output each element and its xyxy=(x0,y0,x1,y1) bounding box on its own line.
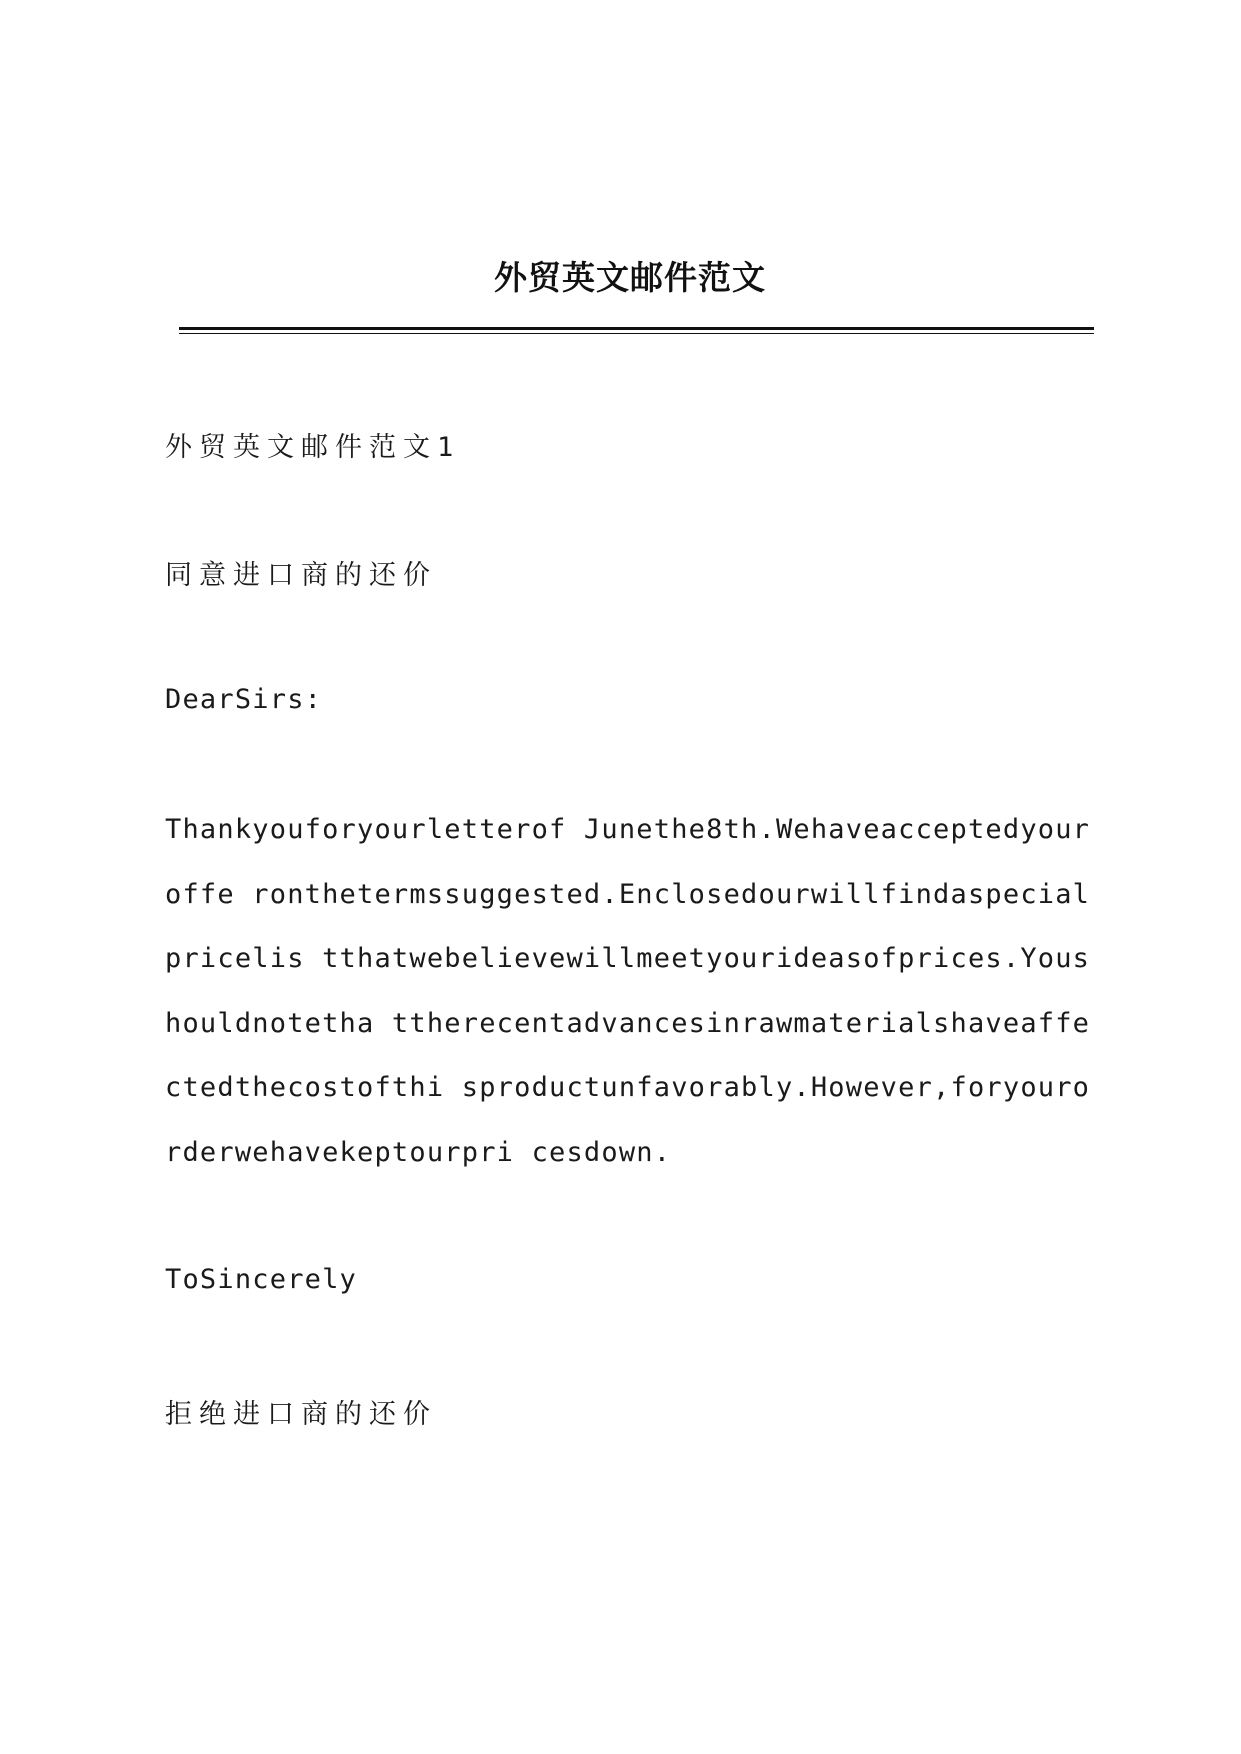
document-title: 外贸英文邮件范文 xyxy=(494,258,766,297)
letter-body: Thankyouforyourletterof Junethe8th.Wehaveacceptedyouroffe ronthetermssuggested.Enclosedourwillfindaspecialpricelis tthatwebelievewillmeetyourideasofprices.Youshouldnotetha ttherecentadvancesinrawmaterialshaveaffectedthecostofthi sproductunfavorably.However,foryourorderwehavekeptourpri cesdown. xyxy=(165,814,1091,1168)
title-divider-thin xyxy=(179,333,1094,334)
subject-accept-counteroffer: 同意进口商的还价 xyxy=(165,560,437,591)
subject-reject-counteroffer: 拒绝进口商的还价 xyxy=(165,1399,437,1430)
title-divider xyxy=(179,327,1094,330)
closing: ToSincerely xyxy=(165,1264,358,1295)
section-heading: 外贸英文邮件范文1 xyxy=(165,432,461,463)
salutation: DearSirs: xyxy=(165,684,323,715)
